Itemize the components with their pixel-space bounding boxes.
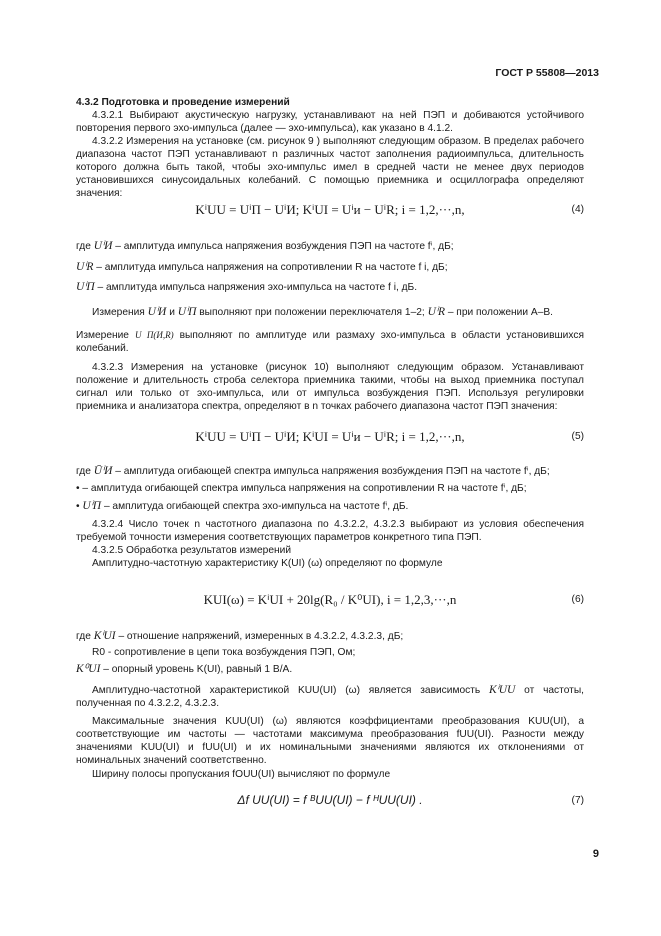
measurement-note-2: Измерение U П(И,R) выполняют по амплитуде или размаху эхо-импульса в области установившихся колебаний. [76, 330, 584, 354]
equation-6 [76, 592, 584, 610]
definition-4-3: UⁱП – амплитуда импульса напряжения эхо-импульса на частоте f i, дБ. [76, 281, 418, 293]
page-number: 9 [592, 848, 599, 860]
definition-6-3: K⁰UI – опорный уровень K(UI), равный 1 В/А. [76, 663, 293, 675]
definition-5-2: • – амплитуда огибающей спектра импульса напряжения на сопротивлении R на частоте fⁱ, дБ; [76, 483, 527, 494]
definition-4-2: UⁱR – амплитуда импульса напряжения на сопротивлении R на частоте f i, дБ; [76, 261, 448, 273]
definition-4-1: где UⁱИ – амплитуда импульса напряжения возбуждения ПЭП на частоте fⁱ, дБ; [76, 240, 454, 252]
equation-4-formula: KⁱUU = UⁱП − UⁱИ; KⁱUI = Uⁱи − UⁱR; i = 1,2,···,n, [195, 202, 465, 217]
definition-5-3: • UⁱП – амплитуда огибающей спектра эхо-импульса на частоте fⁱ, дБ. [76, 500, 409, 512]
equation-4 [76, 202, 584, 220]
paragraph-4-3-2-2: 4.3.2.2 Измерения на установке (см. рисунок 9 ) выполняют следующим образом. В пределах рабочего диапазона частот ПЭП устанавливают n различных частот заполнения радиоимпульса, длительность которого должна быть такой, чтобы эхо-импульс имел в средней части не менее двух периодов установившихся синусоидальных колебаний. С помощью приемника и осциллографа определяют значения: [76, 136, 584, 199]
equation-5 [76, 429, 584, 447]
equation-7-number: (7) [571, 795, 584, 806]
bullet-icon: • [76, 501, 80, 512]
equation-4-number: (4) [571, 204, 584, 215]
definition-6-2: R0 - сопротивление в цепи тока возбуждения ПЭП, Ом; [92, 647, 356, 658]
paragraph-afc: Амплитудно-частотную характеристику K(UI) (ω) определяют по формуле [92, 558, 443, 569]
equation-7-formula: Δf UU(UI) = f ᴮUU(UI) − f ᴴUU(UI) . [237, 793, 423, 807]
symbol-u-i: UⁱИ [93, 240, 113, 252]
paragraph-4-3-2-1: 4.3.2.1 Выбирают акустическую нагрузку, устанавливают на ней ПЭП и добиваются устойчивого повторения первого эхо-импульса (далее — эхо-импульса), как указано в 4.1.2. [76, 110, 584, 134]
paragraph-afc-2: Амплитудно-частотной характеристикой KUU(UI) (ω) является зависимость KⁱUU от частоты, полученная по 4.3.2.2, 4.3.2.3. [76, 684, 584, 709]
paragraph-4-3-2-5: 4.3.2.5 Обработка результатов измерений [92, 545, 292, 556]
equation-6-number: (6) [571, 594, 584, 605]
paragraph-max: Максимальные значения KUU(UI) (ω) являются коэффициентами преобразования KUU(UI), а соответствующие им частоты — частотами максимума преобразования fUU(UI). Разности между значениями KUU(UI) и fUU(UI) и их номинальными значениями являются их отклонениями от номинальных значений соответственно. [76, 716, 584, 766]
equation-6-formula: KUI(ω) = KⁱUI + 20lg(R₀ / K⁰UI), i = 1,2,3,···,n [203, 592, 457, 607]
bullet-icon: • [76, 483, 80, 494]
measurement-note-1: Измерения UⁱИ и UⁱП выполняют при положении переключателя 1–2; UⁱR – при положении А–В. [92, 306, 553, 318]
section-title: 4.3.2 Подготовка и проведение измерений [76, 97, 290, 108]
paragraph-4-3-2-4: 4.3.2.4 Число точек n частотного диапазона по 4.3.2.2, 4.3.2.3 выбирают из условия обеспечения требуемой точности измерения соответствующих параметров конкретного типа ПЭП. [76, 519, 584, 543]
equation-5-number: (5) [571, 431, 584, 442]
paragraph-bandwidth: Ширину полосы пропускания fOUU(UI) вычисляют по формуле [92, 769, 391, 780]
definition-5-1: где ŪⁱИ – амплитуда огибающей спектра импульса напряжения возбуждения ПЭП на частоте fⁱ, дБ; [76, 465, 550, 477]
equation-5-formula: KⁱUU = UⁱП − UⁱИ; KⁱUI = Uⁱи − UⁱR; i = 1,2,···,n, [195, 429, 465, 444]
document-header: ГОСТ Р 55808—2013 [495, 67, 599, 79]
definition-6-1: где KⁱUI – отношение напряжений, измеренных в 4.3.2.2, 4.3.2.3, дБ; [76, 630, 404, 642]
symbol-u-p: UⁱП [76, 281, 95, 293]
symbol-u-r: UⁱR [76, 261, 94, 273]
paragraph-4-3-2-3: 4.3.2.3 Измерения на установке (рисунок 10) выполняют следующим образом. Устанавливают положение и длительность строба селектора приемника такими, чтобы на выход приемника поступал сигнал или только от эхо-импульса, или от импульса возбуждения ПЭП. Используя регулировки приемника и анализатора спектра, определяют в n точках рабочего диапазона частот ПЭП значения: [76, 362, 584, 412]
equation-7 [76, 793, 584, 811]
